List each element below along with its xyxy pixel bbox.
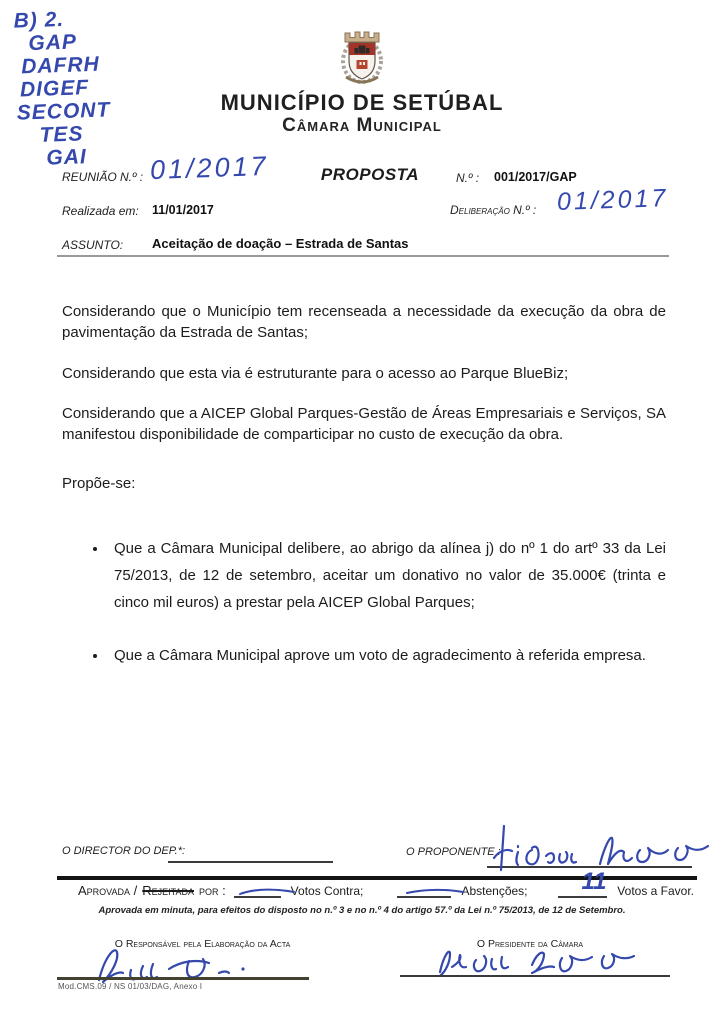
approval-row: [78, 868, 695, 898]
document-body: [62, 301, 666, 669]
council-name: Câmara Municipal: [282, 115, 442, 136]
proposal-number-value: 001/2017/GAP: [494, 170, 577, 184]
body-paragraph: Considerando que o Município tem recenseada a necessidade da execução da obra de pavimentação da Estrada de Santas;: [62, 303, 666, 342]
annotation-line: B) 2.: [13, 7, 65, 33]
acta-author-signature-line: [57, 977, 309, 980]
document-reference: Mod.CMS.09 / NS 01/03/DAG, Anexo I: [58, 982, 203, 991]
abstentions-label: Abstenções;: [461, 884, 528, 898]
municipal-crest-icon: [331, 27, 393, 89]
proposal-bullet: • Que a Câmara Municipal aprove um voto de agradecimento à referida empresa.: [108, 642, 666, 669]
held-on-value: 11/01/2017: [152, 203, 214, 217]
deliberation-number-value: 01/2017: [556, 184, 669, 216]
proposal-bullet: • Que a Câmara Municipal delibere, ao abrigo da alínea j) do nº 1 do artº 33 da Lei 75/2013, de 12 de setembro, aceitar um donativo no valor de 35.000€ (trinta e cinco mil euros) a prestar pela AICEP Global Parques;: [108, 535, 666, 616]
minuta-note: Aprovada em minuta, para efeitos do disposto no n.º 3 e no n.º 4 do artigo 57.º da Lei n.º 75/2013, de 12 de Setembro.: [98, 905, 626, 916]
subject-label: ASSUNTO:: [62, 238, 124, 252]
deliberation-number-label: Deliberação N.º :: [450, 203, 537, 217]
director-label: O DIRECTOR DO DEP.*:: [62, 845, 186, 857]
mayor-signature-line: [400, 975, 670, 977]
pen-dash-icon: [397, 886, 473, 898]
proposal-intro: Propõe-se:: [62, 475, 136, 493]
proponente-label: O PROPONENTE :: [406, 846, 501, 858]
votes-favor-field: [558, 868, 608, 898]
proposal-list: [62, 535, 666, 669]
subject-value: Aceitação de doação – Estrada de Santas: [152, 236, 409, 251]
body-paragraph: Considerando que esta via é estruturante para o acesso ao Parque BlueBiz;: [62, 364, 569, 382]
rejected-label: Rejeitada: [142, 883, 194, 898]
meeting-number-label: REUNIÃO N.º :: [62, 170, 144, 184]
votes-favor-value: 11: [581, 868, 607, 895]
annotation-line: GAI: [46, 145, 88, 170]
pen-dash-icon: [234, 886, 300, 898]
proponente-signature: [482, 818, 720, 874]
annotation-line: DIGEF: [19, 76, 90, 102]
handwritten-annotations: [13, 6, 112, 170]
annotation-line: GAP: [28, 30, 78, 56]
director-signature-line: [168, 861, 333, 863]
municipality-name: MUNICÍPIO DE SETÚBAL: [220, 90, 504, 115]
acta-author-label: O Responsável pela Elaboração da Acta: [114, 938, 291, 950]
annotation-line: TES: [39, 122, 84, 147]
subject-divider: [57, 255, 669, 257]
votes-against-label: Votos Contra;: [290, 884, 364, 898]
annotation-line: SECONT: [16, 98, 111, 125]
votes-favor-label: Votos a Favor.: [617, 884, 695, 898]
proposal-number-label: N.º :: [456, 171, 480, 185]
body-paragraph: Considerando que a AICEP Global Parques-Gestão de Áreas Empresariais e Serviços, SA manifestou disponibilidade de comparticipar no custo de execução da obra.: [62, 404, 666, 444]
approved-label: Aprovada /: [78, 883, 138, 898]
votes-against-field: [234, 882, 281, 898]
acta-author-signature: [85, 940, 310, 988]
abstentions-field: [397, 882, 451, 898]
proposta-title: PROPOSTA: [320, 165, 420, 184]
annotation-line: DAFRH: [20, 52, 101, 79]
meeting-number-value: 01/2017: [149, 150, 270, 186]
held-on-label: Realizada em:: [62, 204, 139, 218]
by-label: por :: [198, 883, 226, 898]
mayor-label: O Presidente da Câmara: [476, 938, 584, 950]
